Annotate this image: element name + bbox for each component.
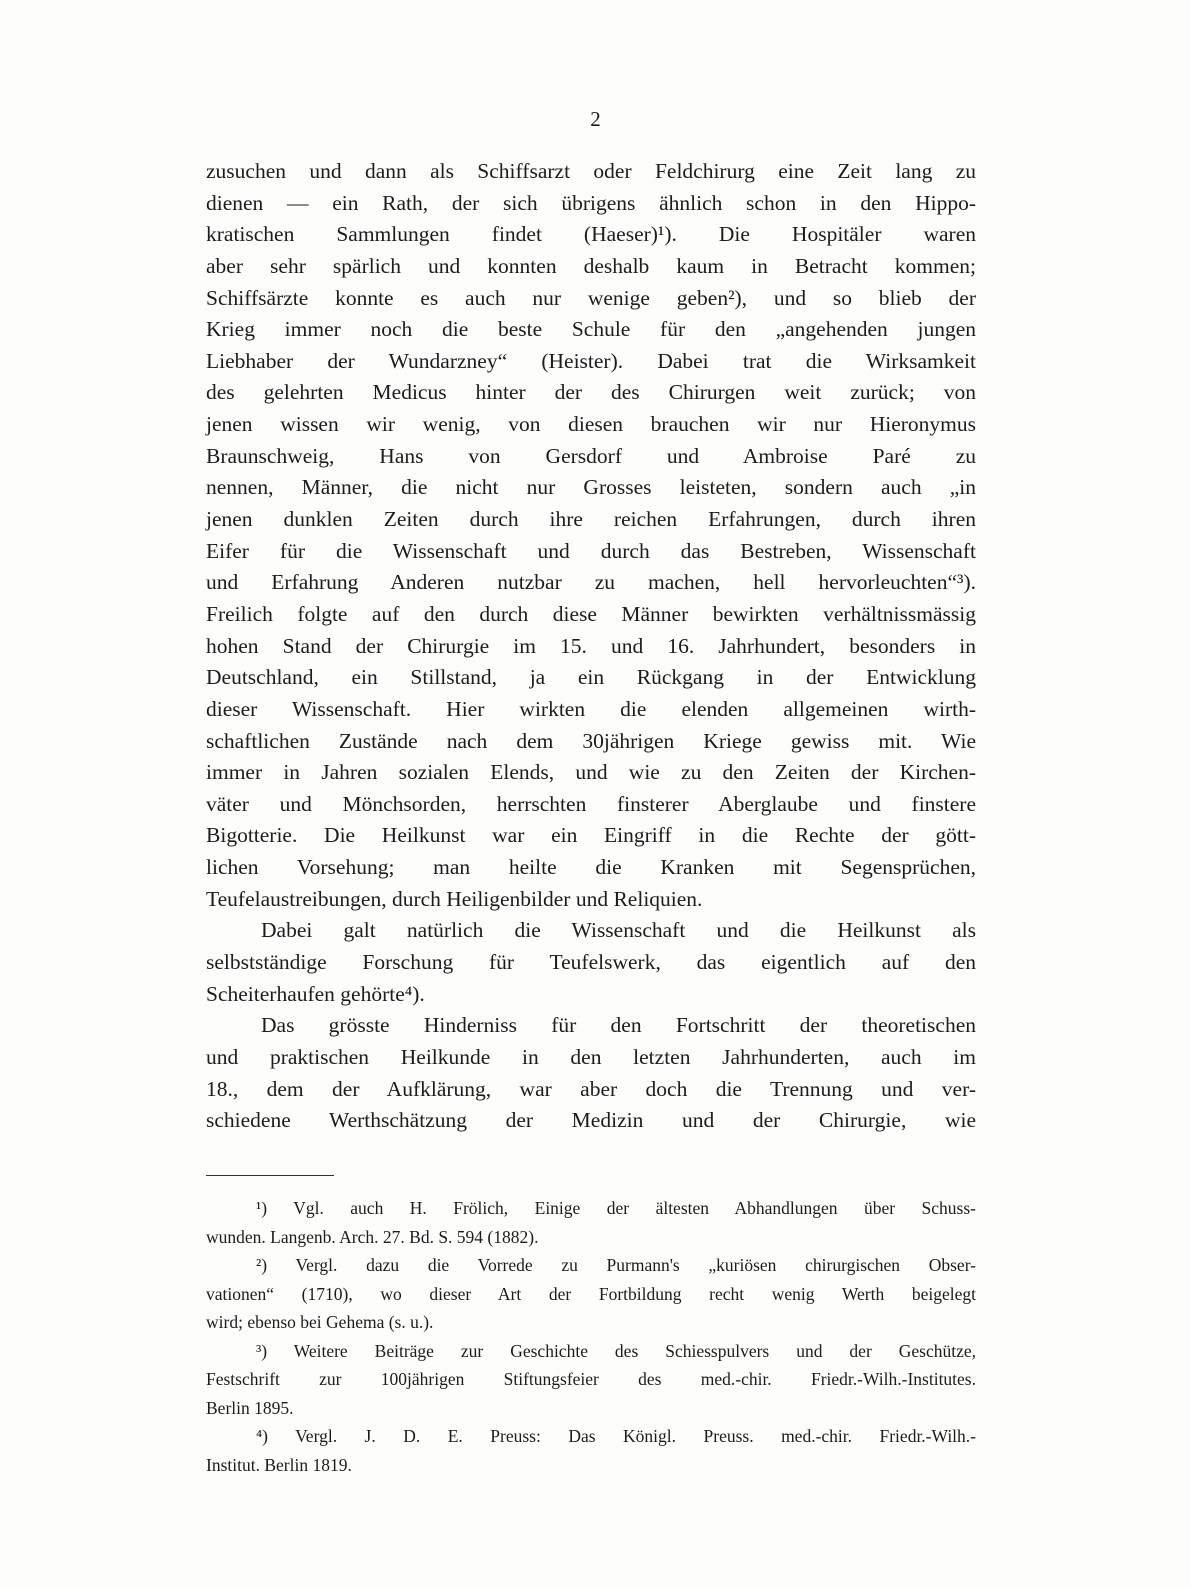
footnote-line: wunden. Langenb. Arch. 27. Bd. S. 594 (1882). <box>206 1226 539 1247</box>
body-line: Scheiterhaufen gehörte⁴). <box>206 981 425 1006</box>
body-line: dienen — ein Rath, der sich übrigens ähnlich schon in den Hippo- <box>206 190 976 215</box>
footnote-line: Institut. Berlin 1819. <box>206 1454 352 1475</box>
body-line: schiedene Werthschätzung der Medizin und der Chirurgie, wie <box>206 1108 976 1133</box>
body-line: Braunschweig, Hans von Gersdorf und Ambroise Paré zu <box>206 443 976 468</box>
body-line: Liebhaber der Wundarzney“ (Heister). Dabei trat die Wirksamkeit <box>206 348 976 373</box>
body-line: 18., dem der Aufklärung, war aber doch die Trennung und ver- <box>206 1076 976 1101</box>
body-line: Teufelaustreibungen, durch Heiligenbilder und Reliquien. <box>206 886 703 911</box>
footnote-line: wird; ebenso bei Gehema (s. u.). <box>206 1312 434 1332</box>
body-line: schaftlichen Zustände nach dem 30jährigen Kriege gewiss mit. Wie <box>206 728 976 753</box>
body-line: Schiffsärzte konnte es auch nur wenige geben²), und so blieb der <box>206 285 976 310</box>
body-line: Deutschland, ein Stillstand, ja ein Rückgang in der Entwicklung <box>206 665 976 690</box>
body-line: des gelehrten Medicus hinter der des Chirurgen weit zurück; von <box>206 380 976 405</box>
body-line: kratischen Sammlungen findet (Haeser)¹). Die Hospitäler waren <box>206 222 976 247</box>
footnote-line: vationen“ (1710), wo dieser Art der Fortbildung recht wenig Werth beigelegt <box>206 1283 976 1304</box>
body-line: nennen, Männer, die nicht nur Grosses leisteten, sondern auch „in <box>206 475 976 500</box>
body-line: jenen dunklen Zeiten durch ihre reichen Erfahrungen, durch ihren <box>206 507 976 532</box>
footnote-divider <box>206 1175 334 1176</box>
footnote-line: ²) Vergl. dazu die Vorrede zu Purmann's „kuriösen chirurgischen Obser- <box>256 1255 976 1275</box>
body-line: väter und Mönchsorden, herrschten finsterer Aberglaube und finstere <box>206 791 976 816</box>
footnote-line: ³) Weitere Beiträge zur Geschichte des Schiesspulvers und der Geschütze, <box>256 1340 976 1361</box>
body-line: Das grösste Hinderniss für den Fortschritt der theoretischen <box>261 1013 976 1038</box>
footnote-line: ¹) Vgl. auch H. Frölich, Einige der ältesten Abhandlungen über Schuss- <box>256 1198 976 1218</box>
body-line: aber sehr spärlich und konnten deshalb kaum in Betracht kommen; <box>206 253 976 278</box>
body-line: hohen Stand der Chirurgie im 15. und 16. Jahrhundert, besonders in <box>206 633 976 658</box>
body-line: Freilich folgte auf den durch diese Männer bewirkten verhältnissmässig <box>206 601 976 626</box>
body-line: und Erfahrung Anderen nutzbar zu machen, hell hervorleuchten“³). <box>206 570 976 595</box>
body-line: dieser Wissenschaft. Hier wirkten die elenden allgemeinen wirth- <box>206 696 976 721</box>
body-line: selbstständige Forschung für Teufelswerk, das eigentlich auf den <box>206 950 976 975</box>
footnote-line: Festschrift zur 100jährigen Stiftungsfeier des med.-chir. Friedr.-Wilh.-Institutes. <box>206 1369 976 1389</box>
body-text <box>206 156 976 1137</box>
body-line: jenen wissen wir wenig, von diesen brauchen wir nur Hieronymus <box>206 412 976 437</box>
body-line: zusuchen und dann als Schiffsarzt oder Feldchirurg eine Zeit lang zu <box>206 159 976 183</box>
body-line: Eifer für die Wissenschaft und durch das Bestreben, Wissenschaft <box>206 538 976 563</box>
page-number: 2 <box>590 107 601 131</box>
body-line: Krieg immer noch die beste Schule für den „angehenden jungen <box>206 317 976 342</box>
body-line: Dabei galt natürlich die Wissenschaft und die Heilkunst als <box>261 918 976 943</box>
footnote-line: Berlin 1895. <box>206 1397 294 1418</box>
body-line: und praktischen Heilkunde in den letzten Jahrhunderten, auch im <box>206 1044 976 1069</box>
footnote-line: ⁴) Vergl. J. D. E. Preuss: Das Königl. Preuss. med.-chir. Friedr.-Wilh.- <box>256 1426 976 1446</box>
body-line: lichen Vorsehung; man heilte die Kranken mit Segensprüchen, <box>206 855 976 880</box>
body-line: immer in Jahren sozialen Elends, und wie zu den Zeiten der Kirchen- <box>206 760 976 785</box>
body-line: Bigotterie. Die Heilkunst war ein Eingriff in die Rechte der gött- <box>206 823 976 848</box>
footnotes <box>206 1194 976 1479</box>
